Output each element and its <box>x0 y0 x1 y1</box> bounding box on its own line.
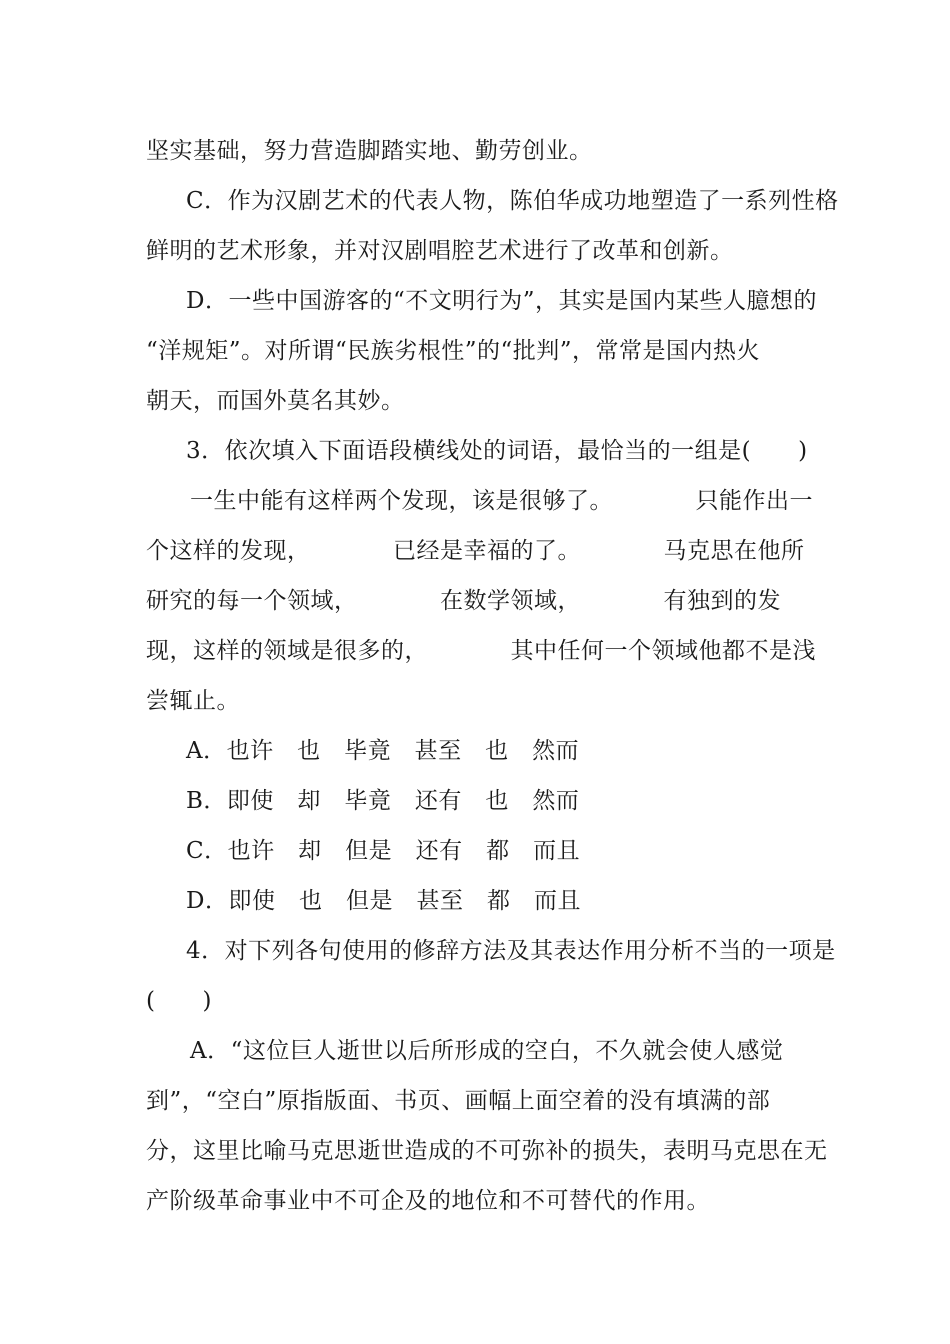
question-4-paren: ( ) <box>146 988 212 1014</box>
passage-line-1: 一生中能有这样两个发现，该是很够了。 只能作出一 <box>190 488 813 514</box>
q4-option-a-line-1: A．“这位巨人逝世以后所形成的空白，不久就会使人感觉 <box>190 1038 784 1064</box>
choice-c: C．也许 却 但是 还有 都 而且 <box>186 838 581 864</box>
passage-line-5: 尝辄止。 <box>146 688 240 714</box>
text-line-1: 坚实基础，努力营造脚踏实地、勤劳创业。 <box>146 138 593 164</box>
passage-line-3: 研究的每一个领域， 在数学领域， 有独到的发 <box>146 588 781 614</box>
question-4-stem: 4．对下列各句使用的修辞方法及其表达作用分析不当的一项是 <box>186 938 836 964</box>
question-3-stem: 3．依次填入下面语段横线处的词语，最恰当的一组是( ) <box>186 438 808 464</box>
option-c-line-2: 鲜明的艺术形象，并对汉剧唱腔艺术进行了改革和创新。 <box>146 238 734 264</box>
choice-b: B．即使 却 毕竟 还有 也 然而 <box>186 788 580 814</box>
option-c-line-1: C．作为汉剧艺术的代表人物，陈伯华成功地塑造了一系列性格 <box>186 188 839 214</box>
q4-option-a-line-2: 到”，“空白”原指版面、书页、画幅上面空着的没有填满的部 <box>146 1088 771 1114</box>
q4-option-a-line-3: 分，这里比喻马克思逝世造成的不可弥补的损失，表明马克思在无 <box>146 1138 828 1164</box>
passage-line-2: 个这样的发现， 已经是幸福的了。 马克思在他所 <box>146 538 805 564</box>
option-d-line-1: D．一些中国游客的“不文明行为”，其实是国内某些人臆想的 <box>186 288 817 314</box>
choice-a: A．也许 也 毕竟 甚至 也 然而 <box>186 738 580 764</box>
q4-option-a-line-4: 产阶级革命事业中不可企及的地位和不可替代的作用。 <box>146 1188 710 1214</box>
option-d-line-3: 朝天，而国外莫名其妙。 <box>146 388 405 414</box>
passage-line-4: 现，这样的领域是很多的， 其中任何一个领域他都不是浅 <box>146 638 816 664</box>
option-d-line-2: “洋规矩”。对所谓“民族劣根性”的“批判”，常常是国内热火 <box>146 338 761 364</box>
choice-d: D．即使 也 但是 甚至 都 而且 <box>186 888 581 914</box>
